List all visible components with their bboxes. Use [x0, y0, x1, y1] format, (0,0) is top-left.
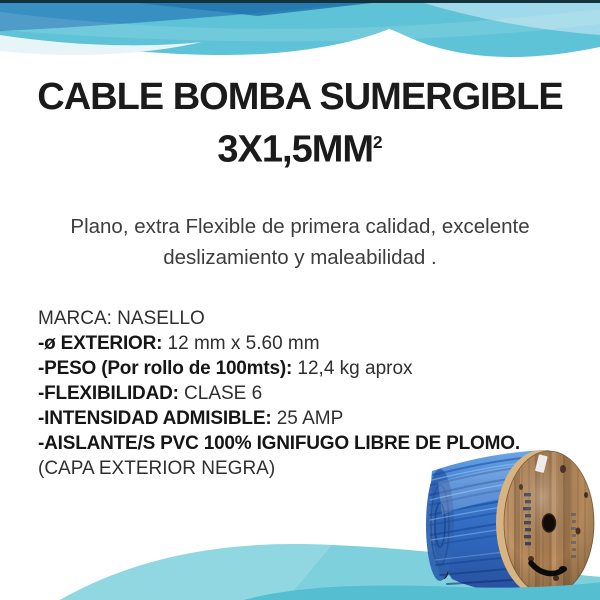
- title-superscript: 2: [373, 133, 383, 152]
- spec-line-exterior: -ø EXTERIOR: 12 mm x 5.60 mm: [38, 333, 320, 354]
- subtitle-line1: Plano, extra Flexible de primera calidad, excelente: [70, 215, 530, 238]
- spec-line-peso: -PESO (Por rollo de 100mts): 12,4 kg aprox: [38, 358, 413, 379]
- product-title: [0, 74, 600, 173]
- spec-line-aislante: -AISLANTE/S PVC 100% IGNIFUGO LIBRE DE PLOMO.: [38, 433, 520, 454]
- title-line1: CABLE BOMBA SUMERGIBLE: [37, 76, 563, 118]
- spec-line-marca: MARCA: NASELLO: [38, 308, 205, 329]
- cable-spool-photo: [426, 445, 594, 600]
- spec-line-capa: (CAPA EXTERIOR NEGRA): [38, 458, 276, 479]
- header-wave-decoration: [0, 0, 600, 82]
- spec-line-flexibilidad: -FLEXIBILIDAD: CLASE 6: [38, 383, 263, 404]
- spec-line-intensidad: -INTENSIDAD ADMISIBLE: 25 AMP: [38, 408, 344, 429]
- footer-wave-and-product: [0, 435, 600, 600]
- product-subtitle: [30, 211, 570, 273]
- title-line2: 3X1,5MM: [217, 128, 374, 171]
- subtitle-line2: deslizamiento y maleabilidad .: [163, 246, 437, 269]
